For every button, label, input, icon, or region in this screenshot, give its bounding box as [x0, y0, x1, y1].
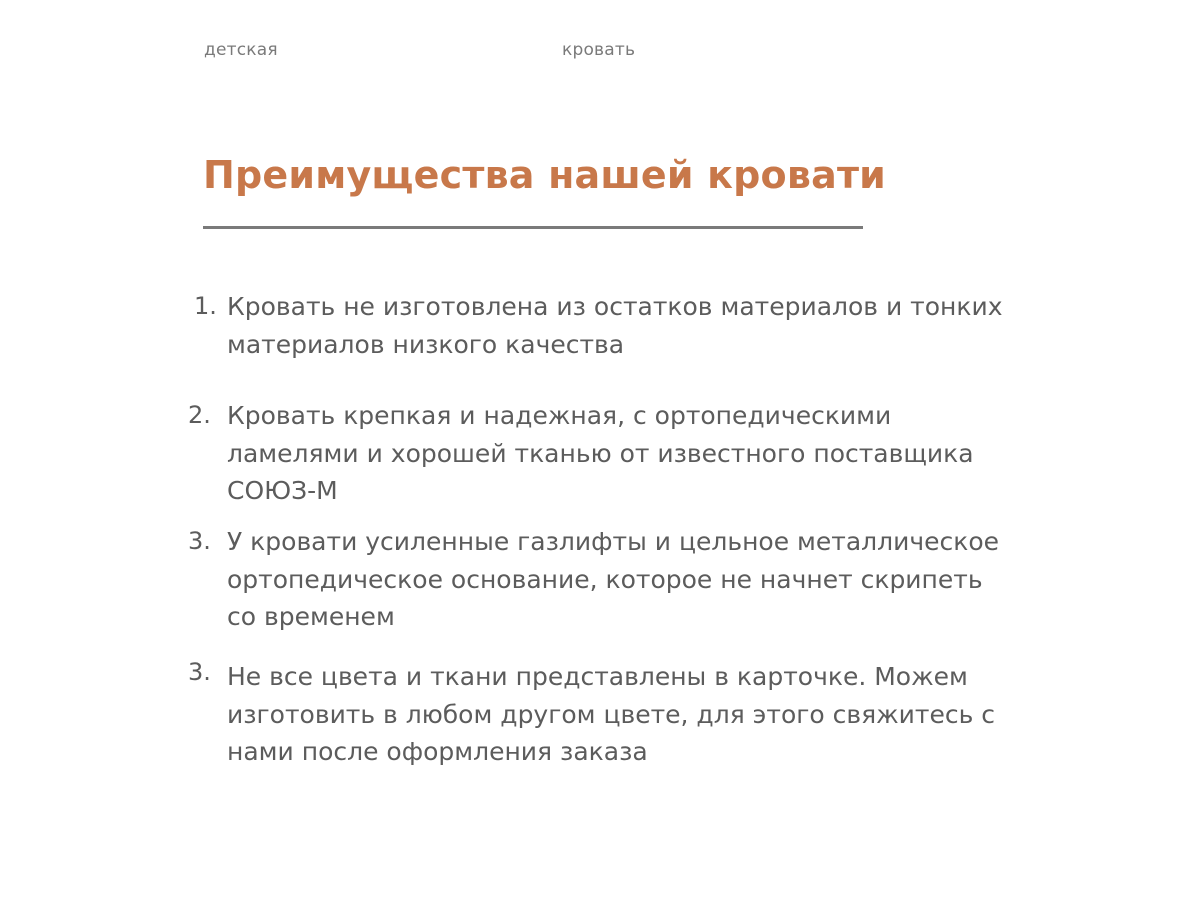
list-item-line: материалов низкого качества [227, 329, 625, 359]
list-item-number: 1. [194, 292, 217, 320]
list-item-text [227, 658, 1027, 771]
list-item-line: Кровать не изготовлена из остатков материалов и тонких [227, 292, 1003, 321]
list-item-line: со временем [227, 602, 395, 631]
list-item-line: У кровати усиленные газлифты и цельное металлическое [227, 527, 1000, 556]
list-item-number: 2. [188, 401, 211, 429]
page-title: Преимущества нашей кровати [203, 153, 887, 197]
header-right-label: кровать [562, 40, 636, 60]
list-item-text [227, 288, 1027, 363]
list-item-text [227, 397, 1027, 510]
list-item-line: нами после оформления заказа [227, 737, 648, 766]
list-item-number: 3. [188, 658, 211, 686]
list-item-number: 3. [188, 527, 211, 555]
list-item-line: ортопедическое основание, которое не начнет скрипеть [227, 564, 983, 594]
list-item-line: Кровать крепкая и надежная, с ортопедическими [227, 401, 892, 430]
header-left-label: детская [204, 40, 278, 60]
list-item-line: ламелями и хорошей тканью от известного поставщика [227, 438, 974, 468]
title-divider [203, 226, 863, 229]
list-item-line: Не все цвета и ткани представлены в карточке. Можем [227, 662, 968, 691]
list-item-line: СОЮЗ-М [227, 476, 338, 505]
list-item-text [227, 523, 1027, 636]
list-item-line: изготовить в любом другом цвете, для этого свяжитесь с [227, 699, 996, 729]
